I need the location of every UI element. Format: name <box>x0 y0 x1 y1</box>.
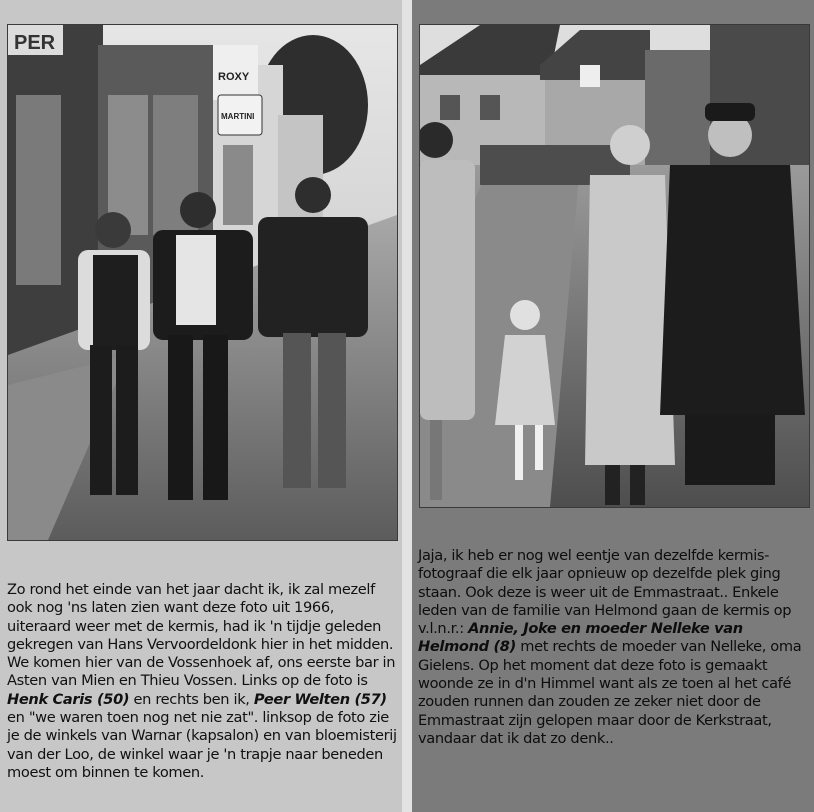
column-divider <box>402 0 412 812</box>
left-panel <box>0 0 402 812</box>
caption-left-name-peer: Peer Welten (57) <box>253 690 387 708</box>
caption-right-text-1: Jaja, ik heb er nog wel eentje van dezelfde kermis-fotograaf die elk jaar opnieuw op dezelfde plek ging staan. Ook deze is weer uit de Emmastraat.. Enkele leden van de familie van Helmond gaan de kermis op v.l.n.r.: <box>418 547 792 638</box>
caption-left <box>7 581 399 782</box>
shop-sign-roxy: ROXY <box>218 71 250 83</box>
photo-van-helmond-family <box>419 24 810 508</box>
caption-left-text-1: Zo rond het einde van het jaar dacht ik, ik zal mezelf ook nog 'ns laten zien want deze foto uit 1966, uiteraard weer met de kermis, had ik 'n tijdje geleden gekregen van Hans Vervoordeldonk hier in het midden. We komen hier van de Vossenhoek af, ons eerste bar in Asten van Mien en Thieu Vossen. Links op de foto is <box>7 581 396 690</box>
caption-left-text-2: en rechts ben ik, <box>129 690 254 708</box>
shop-sign-martini: MARTINI <box>221 112 255 121</box>
caption-left-text-3: en "we waren toen nog net nie zat". linksop de foto zie je de winkels van Warnar (kapsalon) en van bloemisterij van der Loo, de winkel waar je 'n trapje naar beneden moest om binnen te komen. <box>7 709 397 781</box>
caption-right-name-van-helmond: Annie, Joke en moeder Nelleke van Helmond (8) <box>418 620 743 656</box>
shop-sign-left: PER <box>14 32 56 54</box>
right-panel <box>412 0 814 812</box>
photo-three-young-men-1966 <box>7 24 398 541</box>
caption-right-text-2: met rechts de moeder van Nelleke, oma Gielens. Op het moment dat deze foto is gemaakt woonde ze in d'n Himmel want als ze toen al het café zouden runnen dan zouden ze zeker niet door de Emmastraat zijn gelopen maar door de Kerkstraat, vandaar dat ik dat zo denk.. <box>418 638 802 747</box>
caption-right <box>418 547 812 748</box>
caption-left-name-henk: Henk Caris (50) <box>7 690 130 708</box>
